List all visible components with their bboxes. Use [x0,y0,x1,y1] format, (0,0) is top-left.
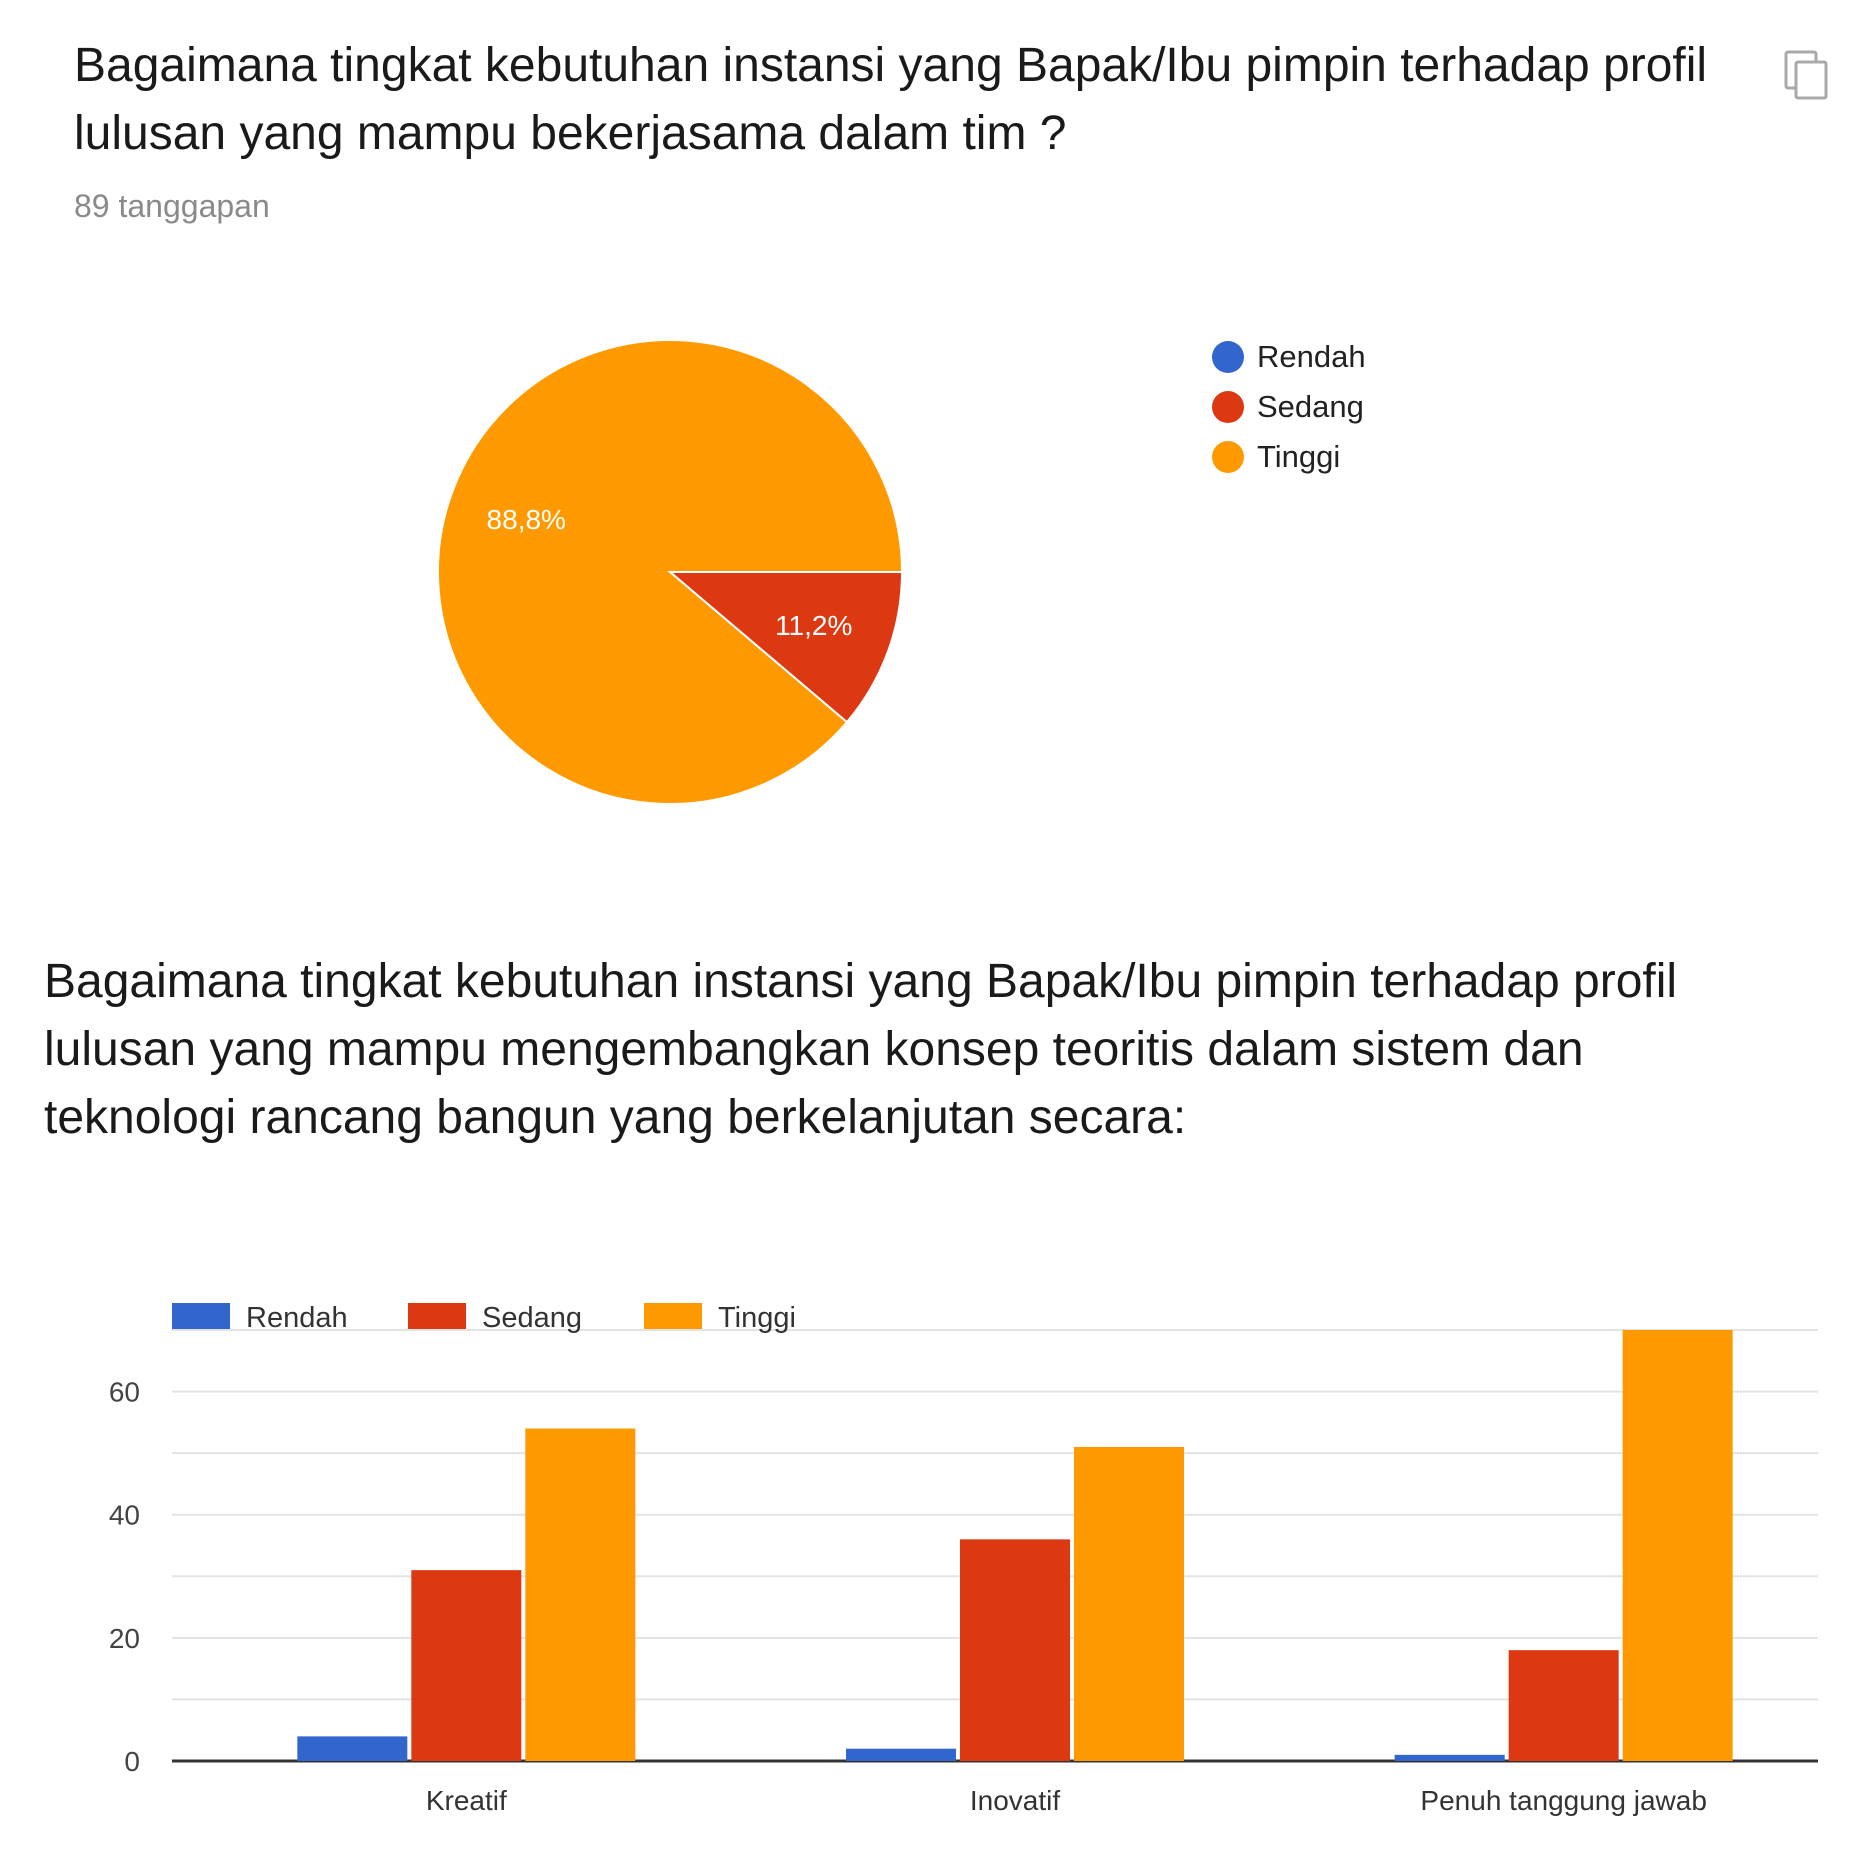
y-tick-label: 20 [108,1622,140,1654]
bar-rendah-2 [1395,1755,1505,1761]
question-1-title: Bagaimana tingkat kebutuhan instansi yang Bapak/Ibu pimpin terhadap profil lulusan yang mampu bekerjasama dalam tim ? [74,39,1708,160]
bar-rendah-1 [846,1749,956,1761]
bar-tinggi-2 [1623,1330,1733,1761]
legend-label-tinggi: Tinggi [718,1302,796,1334]
bar-sedang-1 [960,1539,1070,1761]
bar-tinggi-1 [1074,1447,1184,1761]
pie-label-tinggi: 88,8% [486,504,566,536]
y-tick-label: 60 [108,1376,140,1408]
pie-legend-item-rendah[interactable] [1212,332,1366,382]
x-tick-label: Kreatif [425,1785,507,1816]
bar-sedang-0 [411,1570,521,1761]
bar-sedang-2 [1509,1650,1619,1761]
pie-legend-item-tinggi[interactable] [1212,432,1366,482]
legend-label-sedang: Sedang [482,1302,582,1334]
bar-chart [0,1280,1860,1840]
legend-label-rendah: Rendah [246,1302,348,1334]
pie-legend-item-sedang[interactable] [1212,382,1366,432]
bar-tinggi-0 [525,1429,635,1761]
pie-chart [420,330,920,830]
pie-legend-label-rendah: Rendah [1257,339,1366,374]
x-tick-label: Inovatif [969,1785,1061,1816]
pie-legend-label-sedang: Sedang [1257,389,1364,424]
x-tick-label: Penuh tanggung jawab [1420,1785,1707,1816]
y-tick-label: 0 [124,1746,140,1777]
y-tick-label: 40 [108,1499,140,1531]
question-2-title: Bagaimana tingkat kebutuhan instansi yang Bapak/Ibu pimpin terhadap profil lulusan yang mampu mengembangkan konsep teoritis dalam sistem dan teknologi rancang bangun yang berkelanjutan secara: [44,955,1678,1144]
legend-swatch-rendah [172,1303,230,1329]
copy-chart-button[interactable] [1782,48,1834,104]
response-count: 89 tanggapan [74,188,270,224]
bar-rendah-0 [297,1736,407,1761]
pie-legend [1212,332,1366,482]
pie-slice-tinggi [438,340,902,804]
pie-legend-label-tinggi: Tinggi [1257,439,1341,474]
legend-swatch-sedang [1212,391,1244,423]
legend-swatch-sedang [408,1303,466,1329]
pie-label-sedang: 11,2% [775,609,853,641]
legend-swatch-rendah [1212,341,1244,373]
legend-swatch-tinggi [1212,441,1244,473]
copy-icon [1782,48,1834,104]
legend-swatch-tinggi [644,1303,702,1329]
